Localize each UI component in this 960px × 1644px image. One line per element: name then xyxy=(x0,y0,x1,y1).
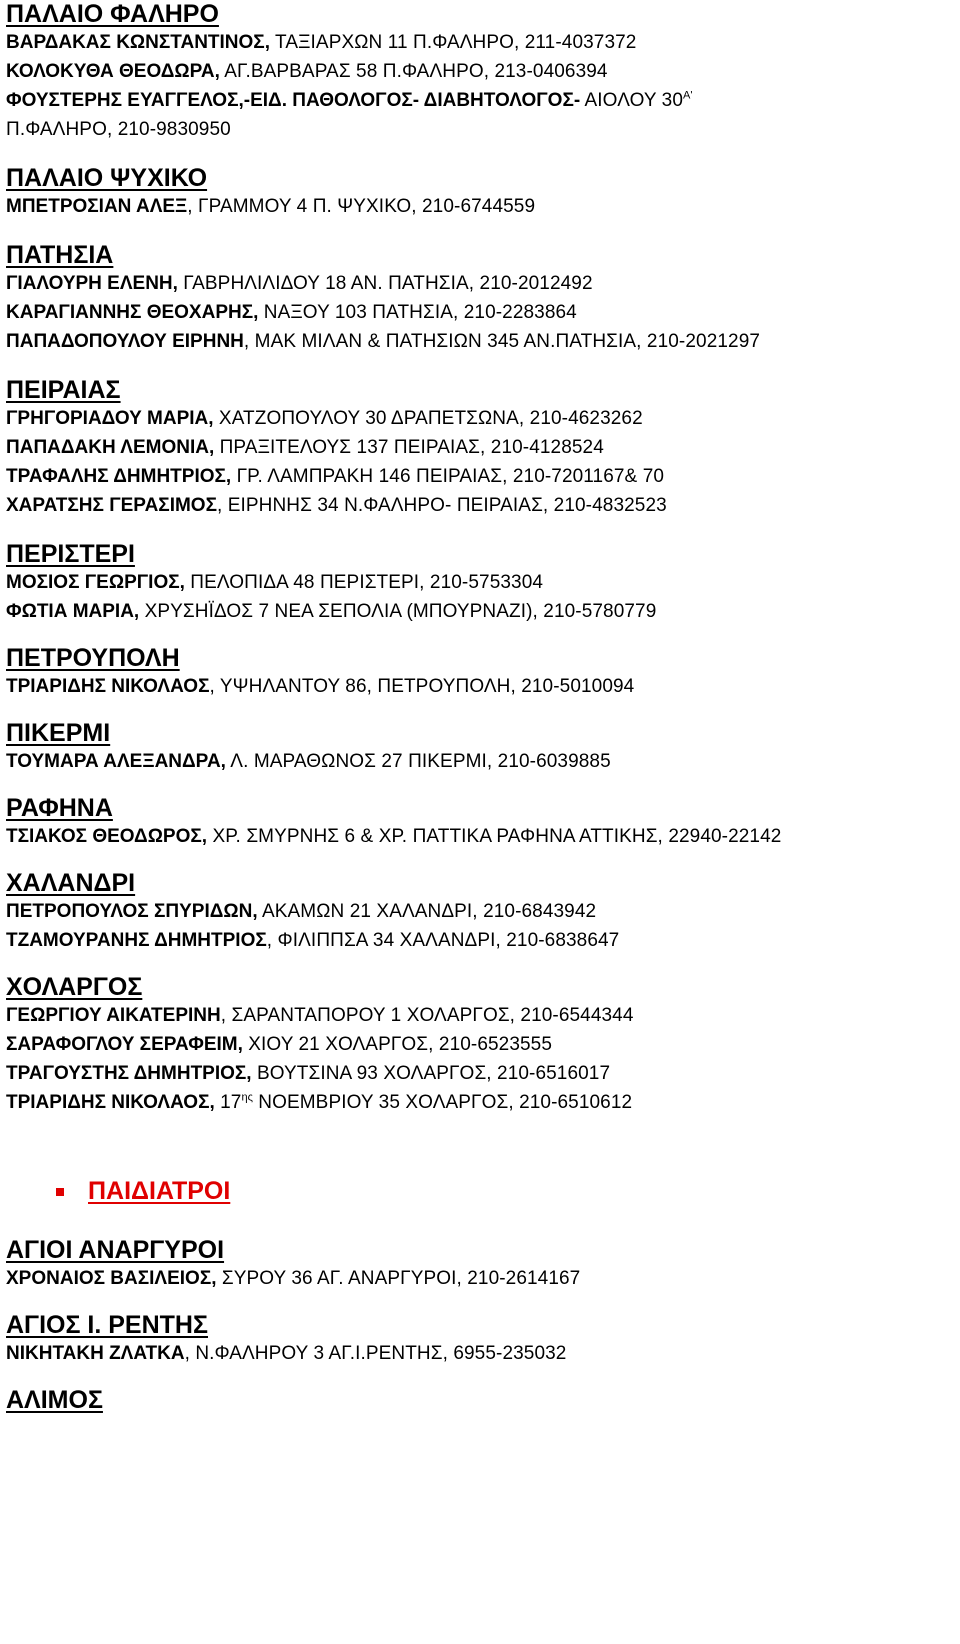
list-item xyxy=(6,28,960,57)
doctor-address: ΤΑΞΙΑΡΧΩΝ 11 Π.ΦΑΛΗΡΟ, 211-4037372 xyxy=(270,32,637,53)
list-item xyxy=(6,568,960,597)
list-item xyxy=(6,269,960,298)
section-heading: ΡΑΦΗΝΑ xyxy=(6,794,113,822)
square-bullet-icon xyxy=(56,1188,64,1196)
doctor-name: ΧΡΟΝΑΙΟΣ ΒΑΣΙΛΕΙΟΣ, xyxy=(6,1268,217,1289)
list-item xyxy=(6,1264,960,1293)
doctor-name: ΤΟΥΜΑΡΑ ΑΛΕΞΑΝΔΡΑ, xyxy=(6,751,226,772)
doctor-name: ΠΑΠΑΔΟΠΟΥΛΟΥ ΕΙΡΗΝΗ xyxy=(6,331,244,352)
doctor-address: , Ν.ΦΑΛΗΡΟΥ 3 ΑΓ.Ι.ΡΕΝΤΗΣ, 6955-235032 xyxy=(184,1343,567,1364)
doctor-name: ΝΙΚΗΤΑΚΗ ΖΛΑΤΚΑ xyxy=(6,1343,185,1364)
list-item xyxy=(6,491,960,520)
list-item xyxy=(6,747,960,776)
list-item xyxy=(6,433,960,462)
doctor-address: ΝΑΞΟΥ 103 ΠΑΤΗΣΙΑ, 210-2283864 xyxy=(258,302,577,323)
doctor-specialty: -ΕΙΔ. ΠΑΘΟΛΟΓΟΣ- ΔΙΑΒΗΤΟΛΟΓΟΣ- xyxy=(243,90,581,111)
document-page xyxy=(6,0,960,1414)
section-heading: ΑΛΙΜΟΣ xyxy=(6,1386,103,1414)
list-item xyxy=(6,192,960,221)
doctor-name: ΤΡΙΑΡΙΔΗΣ ΝΙΚΟΛΑΟΣ, xyxy=(6,1092,215,1113)
list-item xyxy=(6,597,960,626)
doctor-name: ΓΕΩΡΓΙΟΥ ΑΙΚΑΤΕΡΙΝΗ xyxy=(6,1005,221,1026)
ordinal-superscript: ης xyxy=(241,1091,253,1104)
doctor-address: ΒΟΥΤΣΙΝΑ 93 ΧΟΛΑΡΓΟΣ, 210-6516017 xyxy=(251,1063,611,1084)
doctor-address: ΠΕΛΟΠΙΔΑ 48 ΠΕΡΙΣΤΕΡΙ, 210-5753304 xyxy=(184,572,544,593)
section-heading: ΠΑΛΑΙΟ ΨΥΧΙΚΟ xyxy=(6,164,208,192)
doctor-address: Π.ΦΑΛΗΡΟ, 210-9830950 xyxy=(6,119,231,140)
section-heading: ΠΙΚΕΡΜΙ xyxy=(6,719,111,747)
list-item xyxy=(6,1001,960,1030)
doctor-address: ΧΑΤΖΟΠΟΥΛΟΥ 30 ΔΡΑΠΕΤΣΩΝΑ, 210-4623262 xyxy=(213,408,643,429)
section-heading: ΠΑΛΑΙΟ ΦΑΛΗΡΟ xyxy=(6,0,219,28)
list-item-continuation xyxy=(6,115,960,144)
doctor-name: ΤΡΙΑΡΙΔΗΣ ΝΙΚΟΛΑΟΣ xyxy=(6,676,210,697)
list-item xyxy=(6,926,960,955)
doctor-address: ΑΙΟΛΟΥ 30 xyxy=(580,90,684,111)
list-item xyxy=(6,298,960,327)
doctor-name: ΓΙΑΛΟΥΡΗ ΕΛΕΝΗ, xyxy=(6,273,178,294)
section-heading: ΠΕΡΙΣΤΕΡΙ xyxy=(6,540,135,568)
list-item xyxy=(6,404,960,433)
doctor-name: ΜΠΕΤΡΟΣΙΑΝ ΑΛΕΞ xyxy=(6,196,188,217)
doctor-address: , ΦΙΛΙΠΠΣΑ 34 ΧΑΛΑΝΔΡΙ, 210-6838647 xyxy=(266,930,620,951)
doctor-name: ΓΡΗΓΟΡΙΑΔΟΥ ΜΑΡΙΑ, xyxy=(6,408,214,429)
section-heading: ΧΟΛΑΡΓΟΣ xyxy=(6,973,143,1001)
list-item xyxy=(6,57,960,86)
doctor-name: ΧΑΡΑΤΣΗΣ ΓΕΡΑΣΙΜΟΣ xyxy=(6,495,217,516)
doctor-name: ΤΖΑΜΟΥΡΑΝΗΣ ΔΗΜΗΤΡΙΟΣ xyxy=(6,930,267,951)
doctor-address: , ΕΙΡΗΝΗΣ 34 Ν.ΦΑΛΗΡΟ- ΠΕΙΡΑΙΑΣ, 210-4832523 xyxy=(216,495,667,516)
list-item xyxy=(6,86,960,115)
list-item xyxy=(6,1030,960,1059)
doctor-address: ΑΚΑΜΩΝ 21 ΧΑΛΑΝΔΡΙ, 210-6843942 xyxy=(257,901,597,922)
doctor-name: ΤΣΙΑΚΟΣ ΘΕΟΔΩΡΟΣ, xyxy=(6,826,208,847)
doctor-address: ΧΡ. ΣΜΥΡΝΗΣ 6 & ΧΡ. ΠΑΤΤΙΚΑ ΡΑΦΗΝΑ ΑΤΤΙΚΗΣ, 22940-22142 xyxy=(207,826,782,847)
doctor-name: ΒΑΡΔΑΚΑΣ ΚΩΝΣΤΑΝΤΙΝΟΣ, xyxy=(6,32,270,53)
doctor-address-continued: ΝΟΕΜΒΡΙΟΥ 35 ΧΟΛΑΡΓΟΣ, 210-6510612 xyxy=(252,1092,633,1113)
list-item xyxy=(6,672,960,701)
list-item xyxy=(6,462,960,491)
doctor-address: ΓΑΒΡΗΛΙΛΙΔΟΥ 18 ΑΝ. ΠΑΤΗΣΙΑ, 210-2012492 xyxy=(177,273,593,294)
doctor-address: ΧΡΥΣΗΪΔΟΣ 7 ΝΕΑ ΣΕΠΟΛΙΑ (ΜΠΟΥΡΝΑΖΙ), 210-5780779 xyxy=(139,601,657,622)
list-item xyxy=(6,1088,960,1117)
section-heading: ΧΑΛΑΝΔΡΙ xyxy=(6,869,136,897)
list-item xyxy=(6,822,960,851)
doctor-address: ΣΥΡΟΥ 36 ΑΓ. ΑΝΑΡΓΥΡΟΙ, 210-2614167 xyxy=(216,1268,581,1289)
doctor-name: ΦΩΤΙΑ ΜΑΡΙΑ, xyxy=(6,601,140,622)
doctor-name: ΤΡΑΦΑΛΗΣ ΔΗΜΗΤΡΙΟΣ, xyxy=(6,466,232,487)
doctor-name: ΣΑΡΑΦΟΓΛΟΥ ΣΕΡΑΦΕΙΜ, xyxy=(6,1034,243,1055)
list-item xyxy=(6,897,960,926)
doctor-address: ΠΡΑΞΙΤΕΛΟΥΣ 137 ΠΕΙΡΑΙΑΣ, 210-4128524 xyxy=(214,437,604,458)
list-item xyxy=(6,1339,960,1368)
doctor-name: ΚΑΡΑΓΙΑΝΝΗΣ ΘΕΟΧΑΡΗΣ, xyxy=(6,302,259,323)
doctor-name: ΠΑΠΑΔΑΚΗ ΛΕΜΟΝΙΑ, xyxy=(6,437,215,458)
list-item xyxy=(6,1059,960,1088)
doctor-address: ΑΓ.ΒΑΡΒΑΡΑΣ 58 Π.ΦΑΛΗΡΟ, 213-0406394 xyxy=(219,61,608,82)
address-superscript: Α' xyxy=(683,89,693,102)
doctor-address: Λ. ΜΑΡΑΘΩΝΟΣ 27 ΠΙΚΕΡΜΙ, 210-6039885 xyxy=(225,751,611,772)
doctor-address: , ΣΑΡΑΝΤΑΠΟΡΟΥ 1 ΧΟΛΑΡΓΟΣ, 210-6544344 xyxy=(220,1005,634,1026)
category-heading xyxy=(56,1177,960,1206)
doctor-name: ΜΟΣΙΟΣ ΓΕΩΡΓΙΟΣ, xyxy=(6,572,185,593)
doctor-address: , ΓΡΑΜΜΟΥ 4 Π. ΨΥΧΙΚΟ, 210-6744559 xyxy=(187,196,536,217)
doctor-address: 17 xyxy=(214,1092,242,1113)
doctor-name: ΦΟΥΣΤΕΡΗΣ ΕΥΑΓΓΕΛΟΣ, xyxy=(6,90,244,111)
section-heading: ΠΕΙΡΑΙΑΣ xyxy=(6,376,121,404)
doctor-address: ΓΡ. ΛΑΜΠΡΑΚΗ 146 ΠΕΙΡΑΙΑΣ, 210-7201167& 70 xyxy=(231,466,665,487)
doctor-address: ΧΙΟΥ 21 ΧΟΛΑΡΓΟΣ, 210-6523555 xyxy=(242,1034,552,1055)
category-label: ΠΑΙΔΙΑΤΡΟΙ xyxy=(88,1177,231,1205)
doctor-name: ΠΕΤΡΟΠΟΥΛΟΣ ΣΠΥΡΙΔΩΝ, xyxy=(6,901,258,922)
section-heading: ΑΓΙΟΣ Ι. ΡΕΝΤΗΣ xyxy=(6,1311,208,1339)
section-heading: ΑΓΙΟΙ ΑΝΑΡΓΥΡΟΙ xyxy=(6,1236,225,1264)
list-item xyxy=(6,327,960,356)
doctor-address: , ΥΨΗΛΑΝΤΟΥ 86, ΠΕΤΡΟΥΠΟΛΗ, 210-5010094 xyxy=(209,676,635,697)
doctor-name: ΤΡΑΓΟΥΣΤΗΣ ΔΗΜΗΤΡΙΟΣ, xyxy=(6,1063,252,1084)
doctor-address: , ΜΑΚ ΜΙΛΑΝ & ΠΑΤΗΣΙΩΝ 345 ΑΝ.ΠΑΤΗΣΙΑ, 210-2021297 xyxy=(243,331,761,352)
doctor-name: ΚΟΛΟΚΥΘΑ ΘΕΟΔΩΡΑ, xyxy=(6,61,220,82)
section-heading: ΠΕΤΡΟΥΠΟΛΗ xyxy=(6,644,180,672)
section-heading: ΠΑΤΗΣΙΑ xyxy=(6,241,114,269)
